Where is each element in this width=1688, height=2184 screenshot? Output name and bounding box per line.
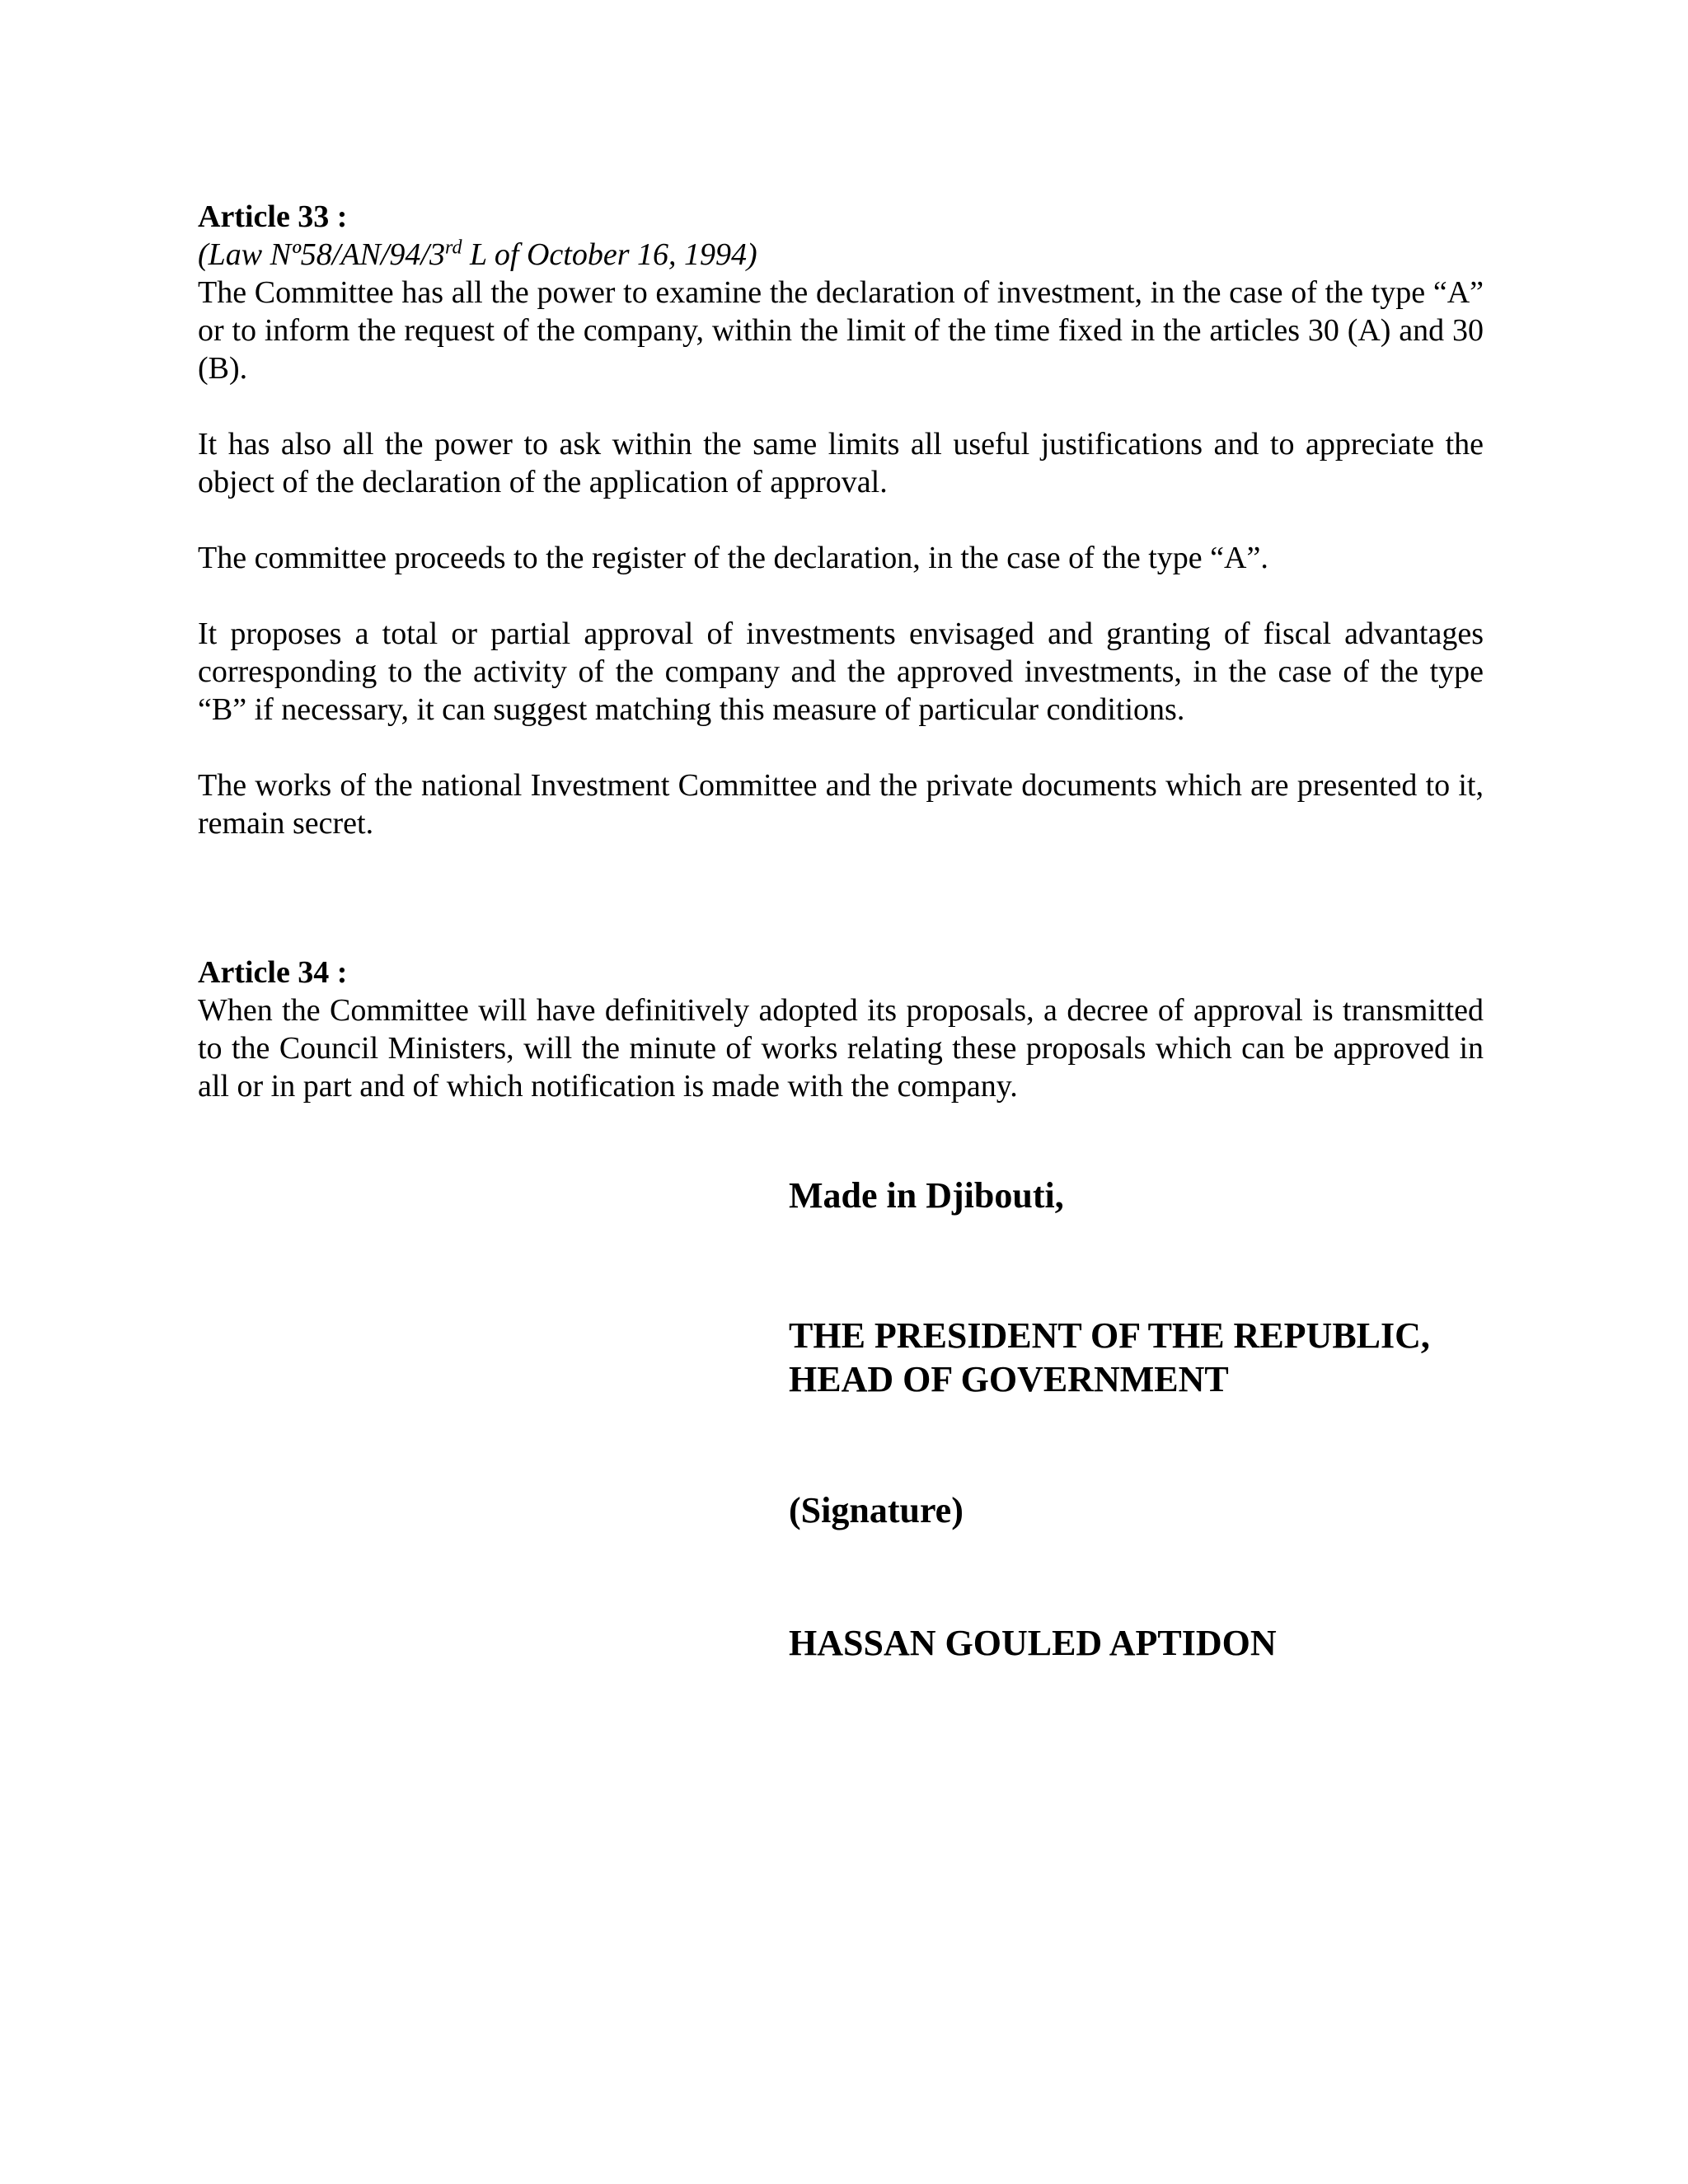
article-34-paragraph: When the Committee will have definitively adopted its proposals, a decree of approval is transmitted to the Council Ministers, will the minute of works relating these proposals which can be approved in all or in part and of which notification is made with the company. (198, 993, 1484, 1104)
law-reference-prefix: (Law Nº58/AN/94/3 (198, 237, 445, 272)
article-33-law-reference (198, 236, 1484, 274)
law-reference-suffix: L of October 16, 1994) (462, 237, 757, 272)
signatory-title (789, 1314, 1531, 1401)
article-33-paragraph-2: It has also all the power to ask within the same limits all useful justifications and to appreciate the object of the declaration of the application of approval. (198, 427, 1484, 499)
article-33-section (198, 198, 1484, 842)
signatory-name: HASSAN GOULED APTIDON (789, 1623, 1277, 1663)
article-33-paragraph-3: The committee proceeds to the register of the declaration, in the case of the type “A”. (198, 541, 1268, 575)
place-of-signing: Made in Djibouti, (789, 1175, 1064, 1216)
law-reference-superscript: rd (445, 237, 462, 259)
article-34-section (198, 954, 1484, 1105)
article-33-heading: Article 33 : (198, 199, 348, 234)
article-33-paragraph-4: It proposes a total or partial approval of investments envisaged and granting of fiscal advantages corresponding to the activity of the company and the approved investments, in the case of the type “B” if necessary, it can suggest matching this measure of particular conditions. (198, 616, 1484, 727)
signature-placeholder: (Signature) (789, 1490, 964, 1530)
article-33-paragraph-5: The works of the national Investment Committee and the private documents which are presented to it, remain secret. (198, 768, 1484, 841)
article-33-paragraph-1: The Committee has all the power to examine the declaration of investment, in the case of the type “A” or to inform the request of the company, within the limit of the time fixed in the articles 30 (A) and 30 (B). (198, 275, 1484, 386)
signatory-title-line-1: THE PRESIDENT OF THE REPUBLIC, (789, 1315, 1430, 1356)
article-34-heading: Article 34 : (198, 955, 348, 990)
signatory-title-line-2: HEAD OF GOVERNMENT (789, 1359, 1229, 1399)
